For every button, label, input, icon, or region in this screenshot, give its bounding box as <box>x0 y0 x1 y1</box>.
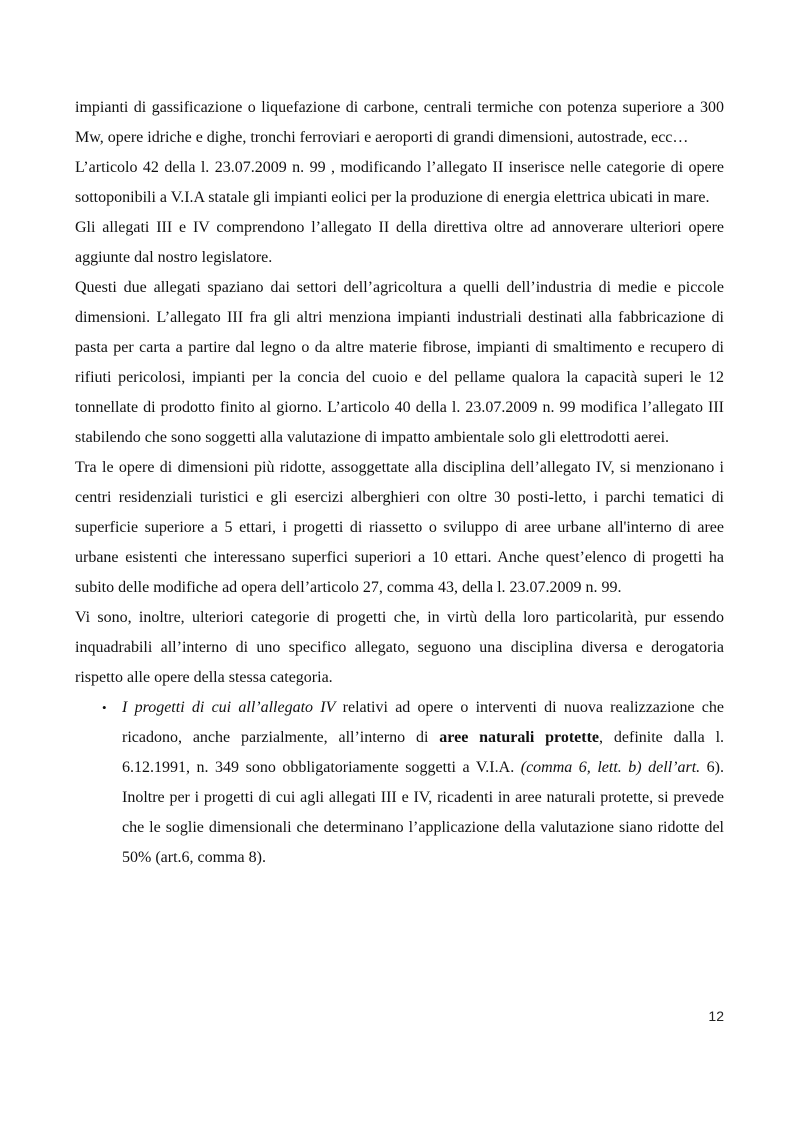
paragraph-3: Gli allegati III e IV comprendono l’allegato II della direttiva oltre ad annoverare ulteriori opere aggiunte dal nostro legislatore. <box>75 219 724 266</box>
paragraph-5: Tra le opere di dimensioni più ridotte, assoggettate alla disciplina dell’allegato IV, si menzionano i centri residenziali turistici e gli esercizi alberghieri con oltre 30 posti-letto, i parchi tematici di superficie superiore a 5 ettari, i progetti di riassetto o sviluppo di aree urbane all'interno di aree urbane esistenti che interessano superfici superiori a 10 ettari. Anche quest’elenco di progetti ha subito delle modifiche ad opera dell’articolo 27, comma 43, della l. 23.07.2009 n. 99. <box>75 459 724 596</box>
bullet-bold-term: aree naturali protette <box>439 729 600 746</box>
bullet-text-part-1: relativi ad opere o interventi di nuova realizzazione che ricadono, anche parzialmente, all’interno di <box>122 699 724 746</box>
bullet-list-item <box>75 693 724 873</box>
paragraph-1: impianti di gassificazione o liquefazione di carbone, centrali termiche con potenza superiore a 300 Mw, opere idriche e dighe, tronchi ferroviari e aeroporti di grandi dimensioni, autostrade, ecc… <box>75 99 724 146</box>
paragraph-4: Questi due allegati spaziano dai settori dell’agricoltura a quelli dell’industria di medie e piccole dimensioni. L’allegato III fra gli altri menziona impianti industriali destinati alla fabbricazione di pasta per carta a partire dal legno o da altre materie fibrose, impianti di smaltimento e recupero di rifiuti pericolosi, impianti per la concia del cuoio e del pellame qualora la capacità superi le 12 tonnellate di prodotto finito al giorno. L’articolo 40 della l. 23.07.2009 n. 99 modifica l’allegato III stabilendo che sono soggetti alla valutazione di impatto ambientale solo gli elettrodotti aerei. <box>75 279 724 446</box>
bullet-text-part-2: , definite dalla l. 6.12.1991, n. 349 sono obbligatoriamente soggetti a V.I.A. <box>122 729 725 776</box>
bullet-text-part-3: 6). Inoltre per i progetti di cui agli allegati III e IV, ricadenti in aree naturali protette, si prevede che le soglie dimensionali che determinano l’applicazione della valutazione siano ridotte del 50% (art.6, comma 8). <box>122 759 725 866</box>
paragraph-2: L’articolo 42 della l. 23.07.2009 n. 99 , modificando l’allegato II inserisce nelle categorie di opere sottoponibili a V.I.A statale gli impianti eolici per la produzione di energia elettrica ubicati in mare. <box>75 159 724 206</box>
bullet-text <box>122 693 724 873</box>
bullet-italic-lead: I progetti di cui all’allegato IV <box>122 699 336 716</box>
paragraph-6: Vi sono, inoltre, ulteriori categorie di progetti che, in virtù della loro particolarità, pur essendo inquadrabili all’interno di uno specifico allegato, seguono una disciplina diversa e derogatoria rispetto alle opere della stessa categoria. <box>75 609 724 686</box>
page-number: 12 <box>708 1008 724 1024</box>
bullet-italic-reference: (comma 6, lett. b) dell’art. <box>520 759 701 776</box>
document-page <box>75 93 724 873</box>
bullet-icon: • <box>102 700 107 715</box>
